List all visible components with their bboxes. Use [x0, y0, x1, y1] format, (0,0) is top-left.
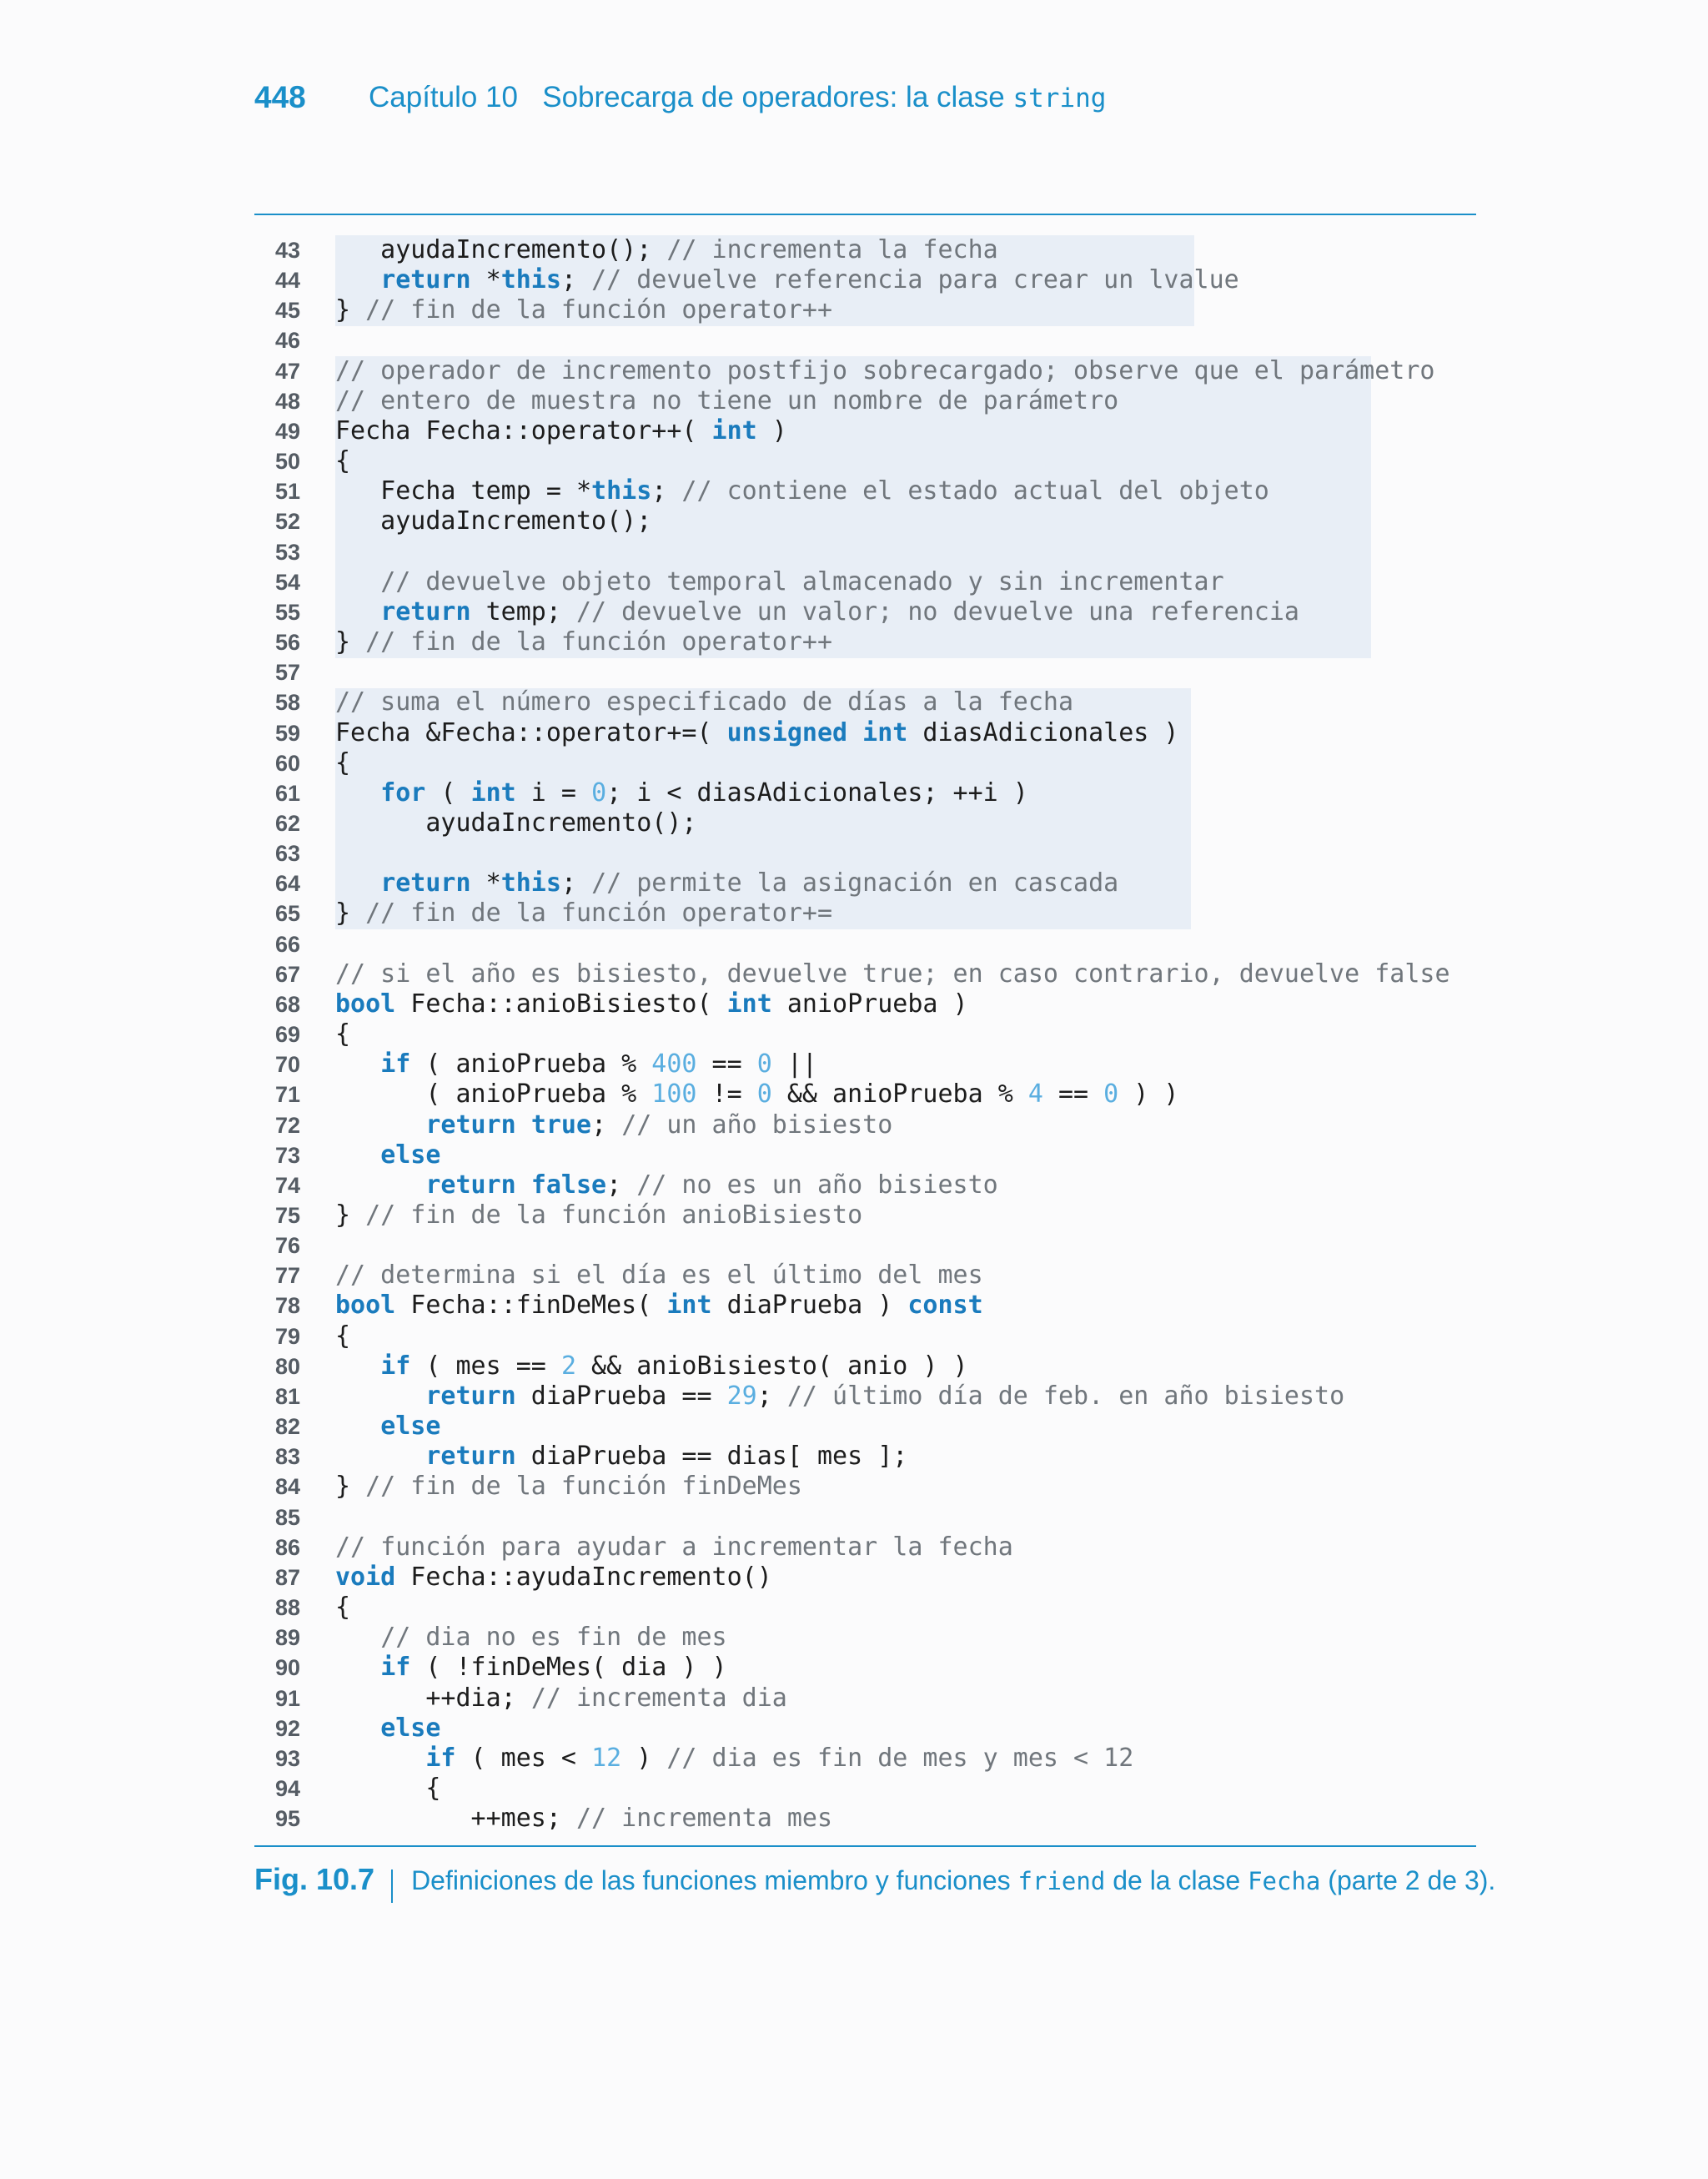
code-line [0, 1774, 1708, 1804]
line-number: 79 [274, 1323, 300, 1349]
line-number: 64 [274, 871, 300, 897]
chapter-title: Sobrecarga de operadores: la clase [542, 81, 1013, 113]
code-line [0, 295, 1708, 325]
line-number: 46 [274, 328, 300, 354]
code-line [0, 537, 1708, 567]
code-text: } // fin de la función finDeMes [335, 1472, 802, 1502]
code-line [0, 1019, 1708, 1049]
line-number: 70 [274, 1052, 300, 1078]
chapter-number: Capítulo 10 [369, 81, 519, 113]
code-text: return *this; // devuelve referencia para crear un lvalue [380, 265, 1239, 295]
code-text: else [380, 1140, 441, 1170]
figure-label: Fig. 10.7 [254, 1862, 375, 1896]
code-text: // operador de incremento postfijo sobrecargado; observe que el parámetro [335, 355, 1435, 385]
code-line [0, 597, 1708, 627]
line-number: 91 [274, 1685, 300, 1711]
line-number: 63 [274, 841, 300, 867]
bottom-rule [254, 1845, 1476, 1847]
line-number: 51 [274, 479, 300, 505]
code-text: // devuelve objeto temporal almacenado y sin incrementar [380, 566, 1224, 596]
top-rule [254, 214, 1476, 215]
line-number: 74 [274, 1172, 300, 1198]
caption-code: friend [1017, 1867, 1106, 1895]
code-line [0, 748, 1708, 778]
line-number: 77 [274, 1263, 300, 1289]
line-number: 65 [274, 901, 300, 927]
code-text: } // fin de la función operator++ [335, 627, 833, 657]
code-line [0, 1502, 1708, 1532]
code-line [0, 1653, 1708, 1683]
line-number: 93 [274, 1745, 300, 1771]
code-text: Fecha temp = *this; // contiene el estado actual del objeto [335, 476, 1269, 506]
code-text: // dia no es fin de mes [380, 1623, 727, 1653]
code-line [0, 1049, 1708, 1079]
line-number: 55 [274, 599, 300, 625]
line-number: 48 [274, 388, 300, 414]
code-line [0, 1291, 1708, 1321]
code-text: { [335, 1321, 351, 1351]
line-number: 72 [274, 1112, 300, 1138]
line-number: 88 [274, 1595, 300, 1621]
code-text: if ( mes < 12 ) // dia es fin de mes y mes < 12 [425, 1743, 1134, 1773]
code-line [0, 898, 1708, 928]
line-number: 49 [274, 418, 300, 444]
line-number: 84 [274, 1474, 300, 1500]
code-line [0, 1804, 1708, 1834]
page-number: 448 [254, 80, 306, 114]
code-line [0, 718, 1708, 748]
line-number: 66 [274, 931, 300, 957]
code-line [0, 778, 1708, 808]
code-line [0, 989, 1708, 1019]
code-text: return diaPrueba == dias[ mes ]; [425, 1442, 908, 1472]
code-text: ayudaIncremento(); [335, 808, 697, 838]
line-number: 52 [274, 509, 300, 535]
line-number: 60 [274, 750, 300, 776]
line-number: 76 [274, 1233, 300, 1259]
caption-text: (parte 2 de 3). [1320, 1865, 1496, 1895]
code-line [0, 929, 1708, 959]
code-text: { [335, 446, 351, 476]
code-listing [0, 235, 1708, 1834]
caption-code: Fecha [1248, 1867, 1321, 1895]
code-line [0, 1472, 1708, 1502]
code-text: // si el año es bisiesto, devuelve true; en caso contrario, devuelve false [335, 959, 1450, 989]
code-line [0, 1230, 1708, 1261]
code-line [0, 325, 1708, 355]
code-text: else [380, 1713, 441, 1743]
code-text: // suma el número especificado de días a la fecha [335, 687, 1074, 717]
code-text: return diaPrueba == 29; // último día de feb. en año bisiesto [425, 1381, 1345, 1411]
line-number: 68 [274, 991, 300, 1017]
code-line [0, 1170, 1708, 1200]
code-text: // función para ayudar a incrementar la fecha [335, 1532, 1013, 1562]
code-text: if ( mes == 2 && anioBisiesto( anio ) ) [380, 1351, 968, 1381]
code-text: Fecha &Fecha::operator+=( unsigned int diasAdicionales ) [335, 717, 1179, 747]
code-line [0, 506, 1708, 536]
code-line [0, 657, 1708, 687]
line-number: 73 [274, 1142, 300, 1168]
caption-text: Definiciones de las funciones miembro y funciones [411, 1865, 1018, 1895]
code-line [0, 959, 1708, 989]
line-number: 61 [274, 780, 300, 806]
line-number: 82 [274, 1414, 300, 1440]
code-line [0, 1321, 1708, 1351]
chapter-heading [369, 77, 1106, 119]
code-line [0, 838, 1708, 868]
code-line [0, 1442, 1708, 1472]
code-text: bool Fecha::anioBisiesto( int anioPrueba ) [335, 989, 968, 1019]
line-number: 69 [274, 1022, 300, 1048]
line-number: 58 [274, 690, 300, 716]
code-line [0, 868, 1708, 898]
chapter-title-code: string [1012, 83, 1107, 113]
code-text: void Fecha::ayudaIncremento() [335, 1562, 772, 1592]
code-line [0, 1412, 1708, 1442]
running-header [0, 77, 1708, 127]
caption-separator [391, 1870, 393, 1903]
code-line [0, 1623, 1708, 1653]
line-number: 50 [274, 449, 300, 475]
code-line [0, 1110, 1708, 1140]
code-text: Fecha Fecha::operator++( int ) [335, 415, 787, 445]
code-line [0, 235, 1708, 265]
code-text: for ( int i = 0; i < diasAdicionales; ++i ) [380, 777, 1028, 808]
code-text: return temp; // devuelve un valor; no devuelve una referencia [380, 596, 1299, 627]
line-number: 80 [274, 1353, 300, 1379]
code-line [0, 386, 1708, 416]
code-line [0, 1261, 1708, 1291]
line-number: 54 [274, 569, 300, 595]
line-number: 43 [274, 238, 300, 263]
line-number: 95 [274, 1806, 300, 1832]
code-text: ++mes; // incrementa mes [335, 1804, 833, 1834]
code-text: ( anioPrueba % 100 != 0 && anioPrueba % 4 == 0 ) ) [335, 1079, 1179, 1110]
line-number: 67 [274, 961, 300, 987]
code-text: } // fin de la función anioBisiesto [335, 1200, 863, 1230]
code-text: bool Fecha::finDeMes( int diaPrueba ) const [335, 1291, 983, 1321]
code-text: { [335, 1593, 351, 1623]
code-line [0, 1714, 1708, 1744]
code-line [0, 808, 1708, 838]
code-text: if ( anioPrueba % 400 == 0 || [380, 1049, 817, 1079]
line-number: 56 [274, 630, 300, 656]
code-text: ++dia; // incrementa dia [335, 1683, 787, 1713]
code-line [0, 1563, 1708, 1593]
code-line [0, 1593, 1708, 1623]
line-number: 57 [274, 660, 300, 686]
figure-caption [254, 1859, 1495, 1900]
line-number: 81 [274, 1383, 300, 1409]
line-number: 83 [274, 1444, 300, 1470]
code-text: ayudaIncremento(); [335, 506, 652, 536]
code-line [0, 1140, 1708, 1170]
code-text: { [335, 1019, 351, 1049]
line-number: 62 [274, 810, 300, 836]
line-number: 90 [274, 1655, 300, 1681]
code-line [0, 1200, 1708, 1230]
code-line [0, 1381, 1708, 1412]
code-text: // entero de muestra no tiene un nombre de parámetro [335, 385, 1119, 415]
code-line [0, 356, 1708, 386]
code-text: } // fin de la función operator++ [335, 295, 833, 325]
line-number: 47 [274, 358, 300, 384]
code-line [0, 1532, 1708, 1563]
line-number: 53 [274, 539, 300, 565]
code-text: if ( !finDeMes( dia ) ) [380, 1653, 727, 1683]
code-text: else [380, 1412, 441, 1442]
code-line [0, 1079, 1708, 1110]
code-text: ayudaIncremento(); // incrementa la fecha [335, 235, 998, 264]
line-number: 75 [274, 1203, 300, 1228]
line-number: 89 [274, 1625, 300, 1651]
line-number: 44 [274, 268, 300, 294]
code-line [0, 1744, 1708, 1774]
code-line [0, 416, 1708, 446]
code-line [0, 446, 1708, 476]
line-number: 87 [274, 1564, 300, 1590]
code-line [0, 567, 1708, 597]
code-text: return false; // no es un año bisiesto [425, 1170, 998, 1200]
line-number: 85 [274, 1504, 300, 1530]
line-number: 92 [274, 1715, 300, 1741]
line-number: 78 [274, 1293, 300, 1319]
code-text: return *this; // permite la asignación en cascada [380, 868, 1119, 898]
line-number: 94 [274, 1775, 300, 1801]
code-line [0, 476, 1708, 506]
code-line [0, 265, 1708, 295]
code-text: { [335, 1773, 441, 1803]
line-number: 59 [274, 720, 300, 746]
code-text: } // fin de la función operator+= [335, 898, 833, 928]
caption-text: de la clase [1105, 1865, 1248, 1895]
code-line [0, 1683, 1708, 1714]
line-number: 86 [274, 1534, 300, 1560]
code-line [0, 627, 1708, 657]
line-number: 71 [274, 1082, 300, 1108]
code-line [0, 1351, 1708, 1381]
code-text: { [335, 747, 351, 777]
line-number: 45 [274, 298, 300, 324]
code-text: return true; // un año bisiesto [425, 1110, 893, 1140]
code-text: // determina si el día es el último del mes [335, 1261, 983, 1291]
code-line [0, 687, 1708, 717]
